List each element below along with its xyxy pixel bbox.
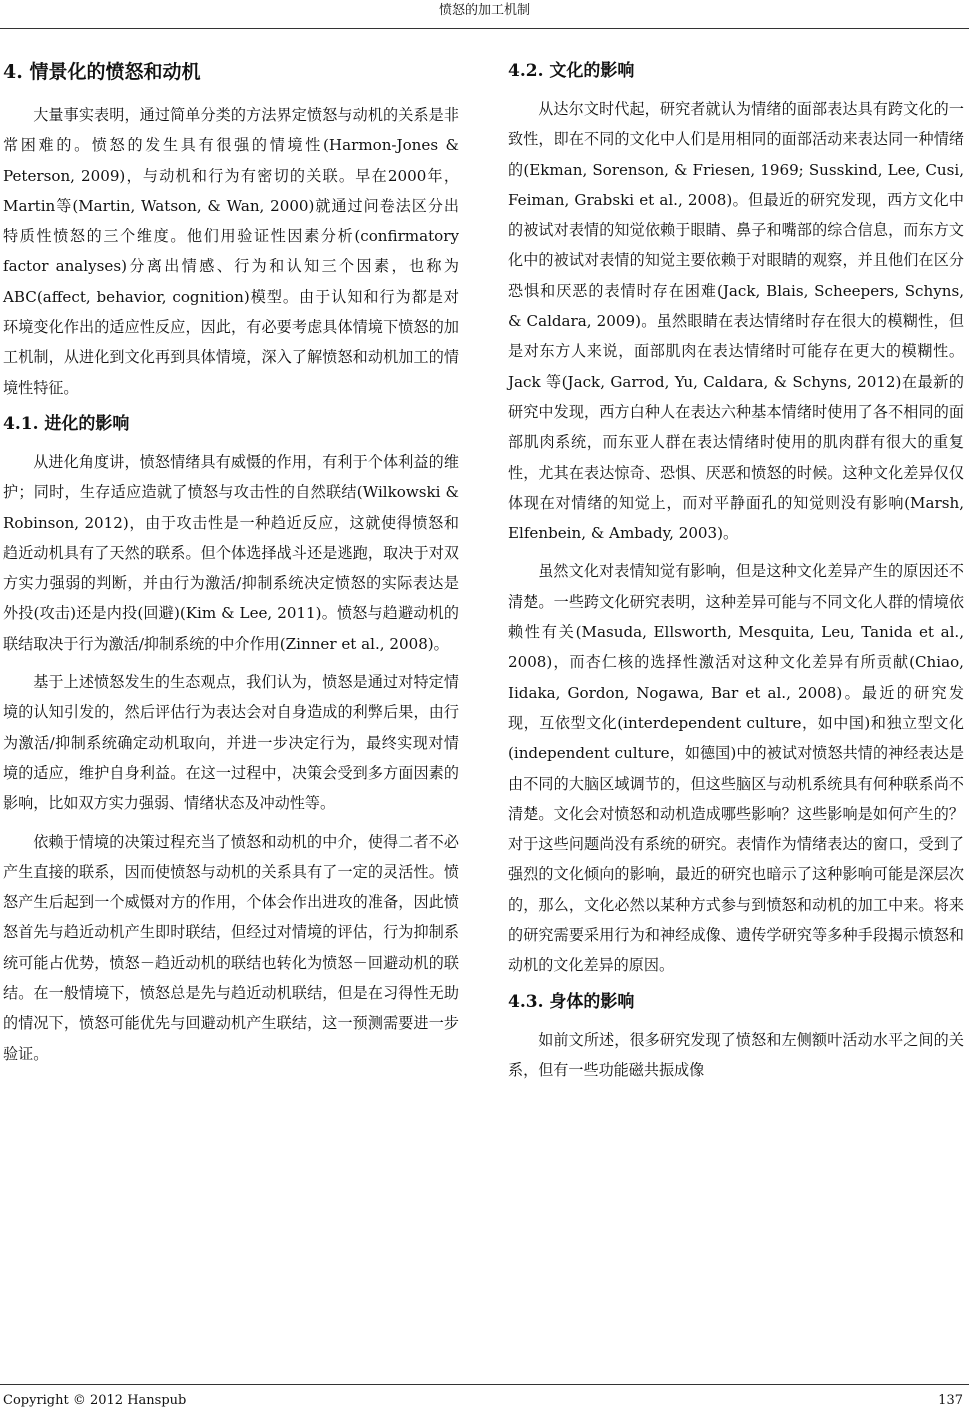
paragraph: 依赖于情境的决策过程充当了愤怒和动机的中介，使得二者不必产生直接的联系，因而使愤怒与动机的关系具有了一定的灵活性。愤怒产生后起到一个威慑对方的作用，个体会作出进攻的准备，因此愤怒首先与趋近动机产生即时联结，但经过对情境的评估，行为抑制系统可能占优势，愤怒－趋近动机的联结也转化为愤怒－回避动机的联结。在一般情境下，愤怒总是先与趋近动机联结，但是在习得性无助的情况下，愤怒可能优先与回避动机产生联结，这一预测需要进一步验证。 xyxy=(3,832,459,1063)
header-divider xyxy=(0,28,969,29)
footer-divider xyxy=(0,1384,969,1385)
page-number: 137 xyxy=(938,1393,963,1408)
paragraph: 如前文所述，很多研究发现了愤怒和左侧额叶活动水平之间的关系，但有一些功能磁共振成像 xyxy=(508,1030,964,1079)
paragraph: 从进化角度讲，愤怒情绪具有威慑的作用，有利于个体利益的维护；同时，生存适应造就了愤怒与攻击性的自然联结(Wilkowski & Robinson, 2012)，由于攻击性是一种趋近反应，这就使得愤怒和趋近动机具有了天然的联系。但个体选择战斗还是逃跑，取决于对双方实力强弱的判断，并由行为激活/抑制系统决定愤怒的实际表达是外投(攻击)还是内投(回避)(Kim & Lee, 2011)。愤怒与趋避动机的联结取决于行为激活/抑制系统的中介作用(Zinner et al., 2008)。 xyxy=(3,452,459,653)
paragraph: 从达尔文时代起，研究者就认为情绪的面部表达具有跨文化的一致性，即在不同的文化中人们是用相同的面部活动来表达同一种情绪的(Ekman, Sorenson, & Friesen, 1969; Susskind, Lee, Cusi, Feiman, Grabski et al., 2008)。但最近的研究发现，西方文化中的被试对表情的知觉依赖于眼睛、鼻子和嘴部的综合信息，而东方文化中的被试对表情的知觉主要依赖于对眼睛的观察，并且他们在区分恐惧和厌恶的表情时存在困难(Jack, Blais, Scheepers, Schyns, & Caldara, 2009)。虽然眼睛在表达情绪时存在很大的模糊性，但是对东方人来说，面部肌肉在表达情绪时可能存在更大的模糊性。Jack 等(Jack, Garrod, Yu, Caldara, & Schyns, 2012)在最新的研究中发现，西方白种人在表达六种基本情绪时使用了各不相同的面部肌肉系统，而东亚人群在表达情绪时使用的肌肉群有很大的重复性，尤其在表达惊奇、恐惧、厌恶和愤怒的时候。这种文化差异仅仅体现在对情绪的知觉上，而对平静面孔的知觉则没有影响(Marsh, Elfenbein, & Ambady, 2003)。 xyxy=(508,100,964,543)
right-column xyxy=(508,58,964,1093)
left-column xyxy=(3,58,459,1077)
subsection-title-evolution: 4.1. 进化的影响 xyxy=(3,413,130,434)
subsection-title-body: 4.3. 身体的影响 xyxy=(508,991,635,1012)
running-header: 愤怒的加工机制 xyxy=(438,3,530,18)
subsection-title-culture: 4.2. 文化的影响 xyxy=(508,61,635,81)
paragraph: 基于上述愤怒发生的生态观点，我们认为，愤怒是通过对特定情境的认知引发的，然后评估行为表达会对自身造成的利弊后果，由行为激活/抑制系统确定动机取向，并进一步决定行为，最终实现对情境的适应，维护自身利益。在这一过程中，决策会受到多方面因素的影响，比如双方实力强弱、情绪状态及冲动性等。 xyxy=(3,673,459,813)
copyright-notice: Copyright © 2012 Hanspub xyxy=(3,1393,187,1408)
paragraph: 虽然文化对表情知觉有影响，但是这种文化差异产生的原因还不清楚。一些跨文化研究表明，这种差异可能与不同文化人群的情境依赖性有关(Masuda, Ellsworth, Mesquita, Leu, Tanida et al., 2008)，而杏仁核的选择性激活对这种文化差异有所贡献(Chiao, Iidaka, Gordon, Nogawa, Bar et al., 2008)。最近的研究发现，互依型文化(interdependent culture，如中国)和独立型文化(independent culture，如德国)中的被试对愤怒共情的神经表达是由不同的大脑区域调节的，但这些脑区与动机系统具有何种联系尚不清楚。文化会对愤怒和动机造成哪些影响？这些影响是如何产生的？对于这些问题尚没有系统的研究。表情作为情绪表达的窗口，受到了强烈的文化倾向的影响，最近的研究也暗示了这种影响可能是深层次的，那么，文化必然以某种方式参与到愤怒和动机的加工中来。将来的研究需要采用行为和神经成像、遗传学研究等多种手段揭示愤怒和动机的文化差异的原因。 xyxy=(508,562,964,975)
section-title: 4. 情景化的愤怒和动机 xyxy=(3,61,201,83)
intro-paragraph: 大量事实表明，通过简单分类的方法界定愤怒与动机的关系是非常困难的。愤怒的发生具有很强的情境性(Harmon-Jones & Peterson, 2009)，与动机和行为有密切的关联。早在2000年，Martin等(Martin, Watson, & Wan, 2000)就通过问卷法区分出特质性愤怒的三个维度。他们用验证性因素分析(confirmatory factor analyses)分离出情感、行为和认知三个因素，也称为ABC(affect, behavior, cognition)模型。由于认知和行为都是对环境变化作出的适应性反应，因此，有必要考虑具体情境下愤怒的加工机制，从进化到文化再到具体情境，深入了解愤怒和动机加工的情境性特征。 xyxy=(3,106,459,397)
